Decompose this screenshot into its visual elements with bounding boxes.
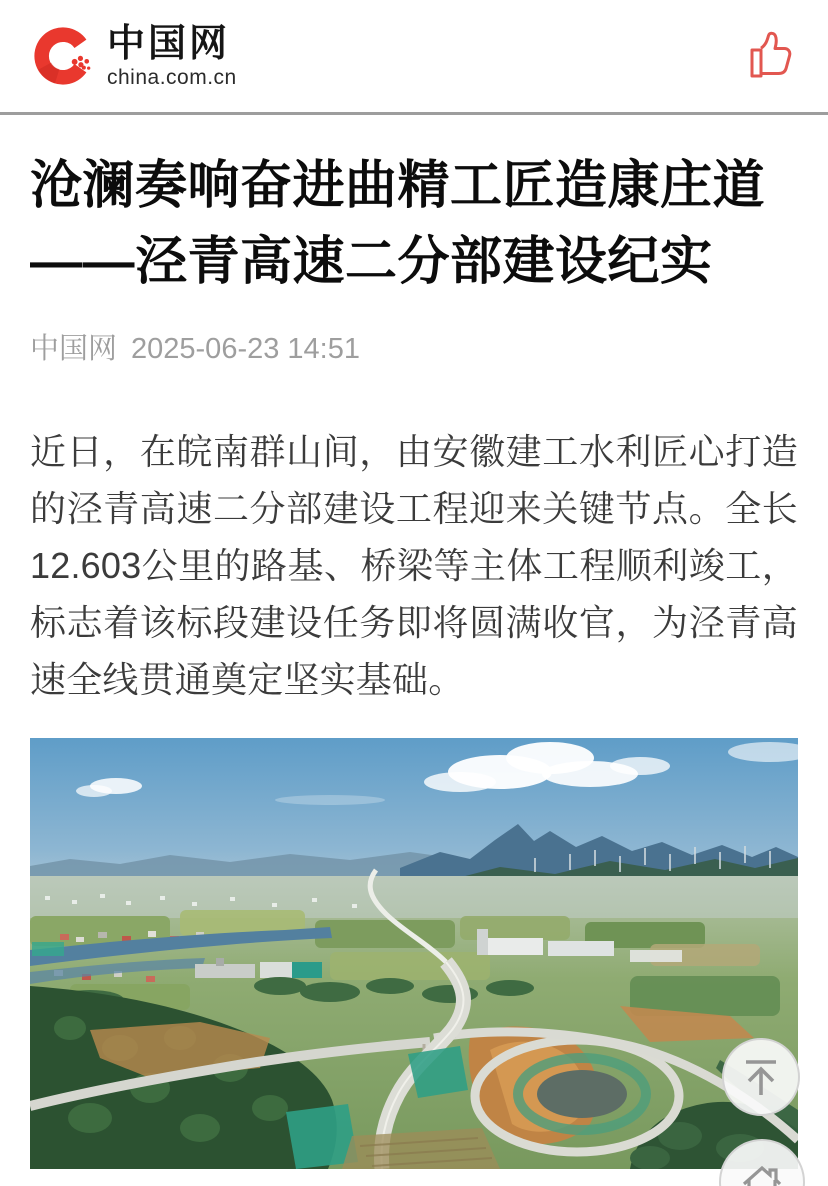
site-header [0,0,828,115]
back-to-top-icon [739,1055,783,1099]
back-to-top-button[interactable] [722,1038,800,1116]
article-source: 中国网 [30,333,118,365]
article-datetime: 2025-06-23 14:51 [131,333,360,365]
article-photo [30,738,798,1169]
site-name: 中国网 [107,22,231,65]
article-paragraph: 近日，在皖南群山间，由安徽建工水利匠心打造的泾青高速二分部建设工程迎来关键节点。全长12.603公里的路基、桥梁等主体工程顺利竣工，标志着该标段建设任务即将圆满收官，为泾青高速全线贯通奠定坚实基础。 [30,431,798,700]
home-icon [738,1158,786,1186]
highway-aerial-photo [30,738,798,1169]
article-byline [30,326,798,367]
site-logo-text [107,22,237,89]
article-title: 沧澜奏响奋进曲精工匠造康庄道——泾青高速二分部建设纪实 [30,157,766,291]
site-logo[interactable] [32,22,237,89]
like-button[interactable] [747,29,793,84]
site-domain: china.com.cn [107,65,237,89]
article [30,118,798,1169]
china-net-logo-icon [32,25,94,87]
thumbs-up-icon [747,29,793,81]
